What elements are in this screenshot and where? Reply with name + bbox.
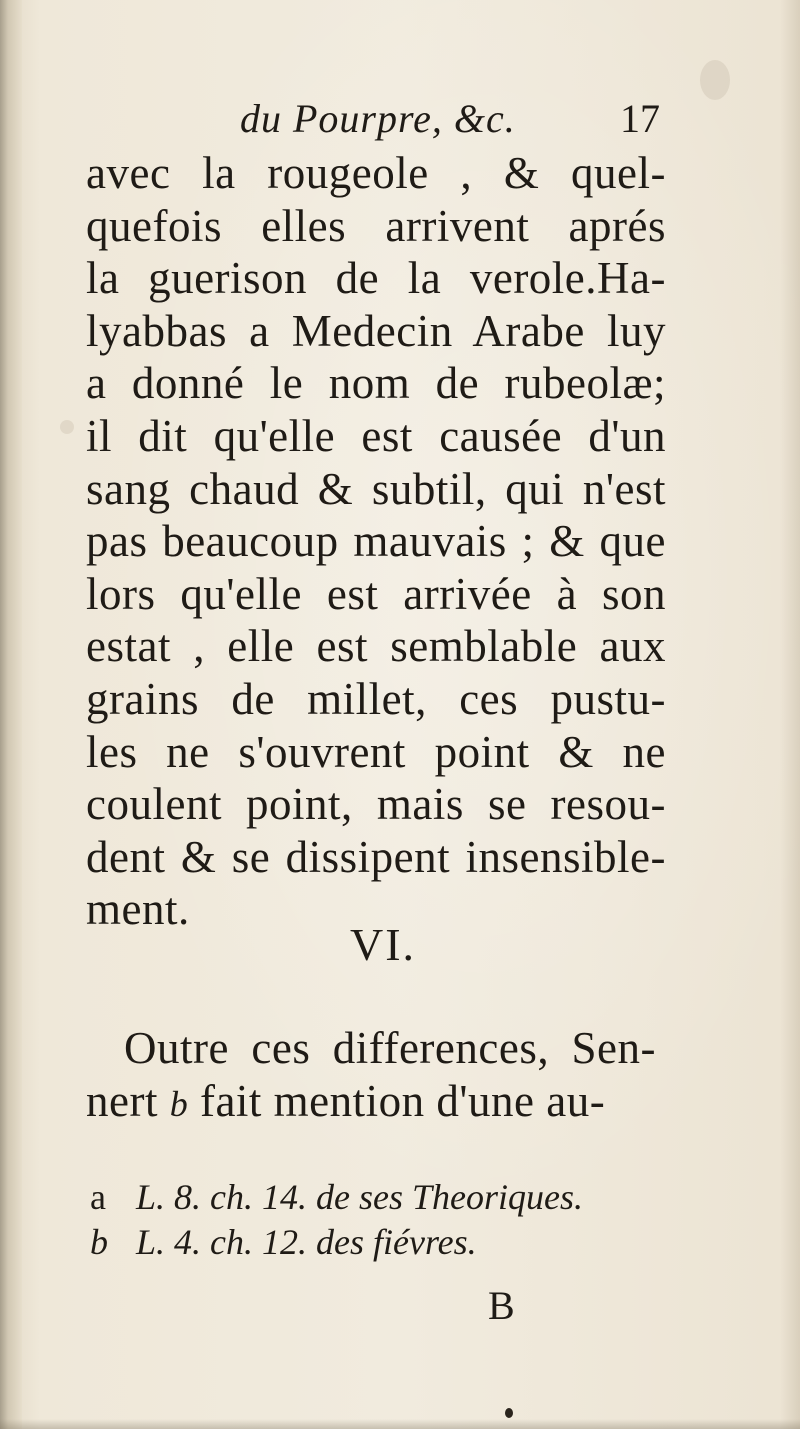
footnotes [90, 1175, 670, 1265]
paragraph-two-line-start: nert [86, 1075, 158, 1126]
text-line: lors qu'elle est arrivée à son [86, 568, 666, 619]
footnote-marker-b: b [169, 1083, 189, 1124]
paragraph-two-line: Outre ces differences, Sen- [124, 1023, 656, 1073]
text-line: sang chaud & subtil, qui n'est [86, 463, 666, 514]
paragraph-two-line-end: fait mention d'une au- [199, 1075, 606, 1126]
page-number: 17 [620, 96, 660, 141]
paragraph-two-line [86, 1075, 656, 1128]
text-line: coulent point, mais se resou- [86, 779, 666, 830]
running-head [230, 95, 660, 145]
text-line: quefois elles arrivent aprés [86, 200, 666, 251]
text-line: avec la rougeole , & quel- [86, 148, 666, 198]
footnote-marker: b [90, 1222, 108, 1262]
text-line: a donné le nom de rubeolæ; [86, 358, 666, 409]
page-bottom-edge [0, 1419, 800, 1429]
text-line: ment. [86, 884, 190, 935]
text-line: estat , elle est semblable aux [86, 621, 666, 672]
text-line: les ne s'ouvrent point & ne [86, 726, 666, 777]
page-gutter-shadow [0, 0, 22, 1429]
section-number: VI. [350, 919, 417, 970]
text-line: dent & se dissipent insensible- [86, 831, 666, 882]
footnote-reference: L. 8. ch. 14. de ses Theoriques. [136, 1177, 583, 1217]
ink-dot [505, 1408, 513, 1418]
footnote-reference: L. 4. ch. 12. des fiévres. [136, 1222, 477, 1262]
catchword: B [488, 1283, 515, 1328]
footnote [90, 1175, 670, 1220]
paper-stain [700, 60, 730, 100]
paper-stain [60, 420, 74, 434]
text-line: la guerison de la verole.Ha- [86, 253, 666, 304]
paragraph-one [86, 147, 666, 936]
text-line: lyabbas a Medecin Arabe luy [86, 305, 666, 356]
footnote [90, 1220, 670, 1265]
footnote-marker: a [90, 1177, 106, 1217]
paragraph-two [86, 1022, 656, 1127]
running-title: du Pourpre, &c. [240, 96, 516, 141]
text-line: pas beaucoup mauvais ; & que [86, 516, 666, 567]
text-line: il dit qu'elle est causée d'un [86, 410, 666, 461]
text-line: grains de millet, ces pustu- [86, 673, 666, 724]
